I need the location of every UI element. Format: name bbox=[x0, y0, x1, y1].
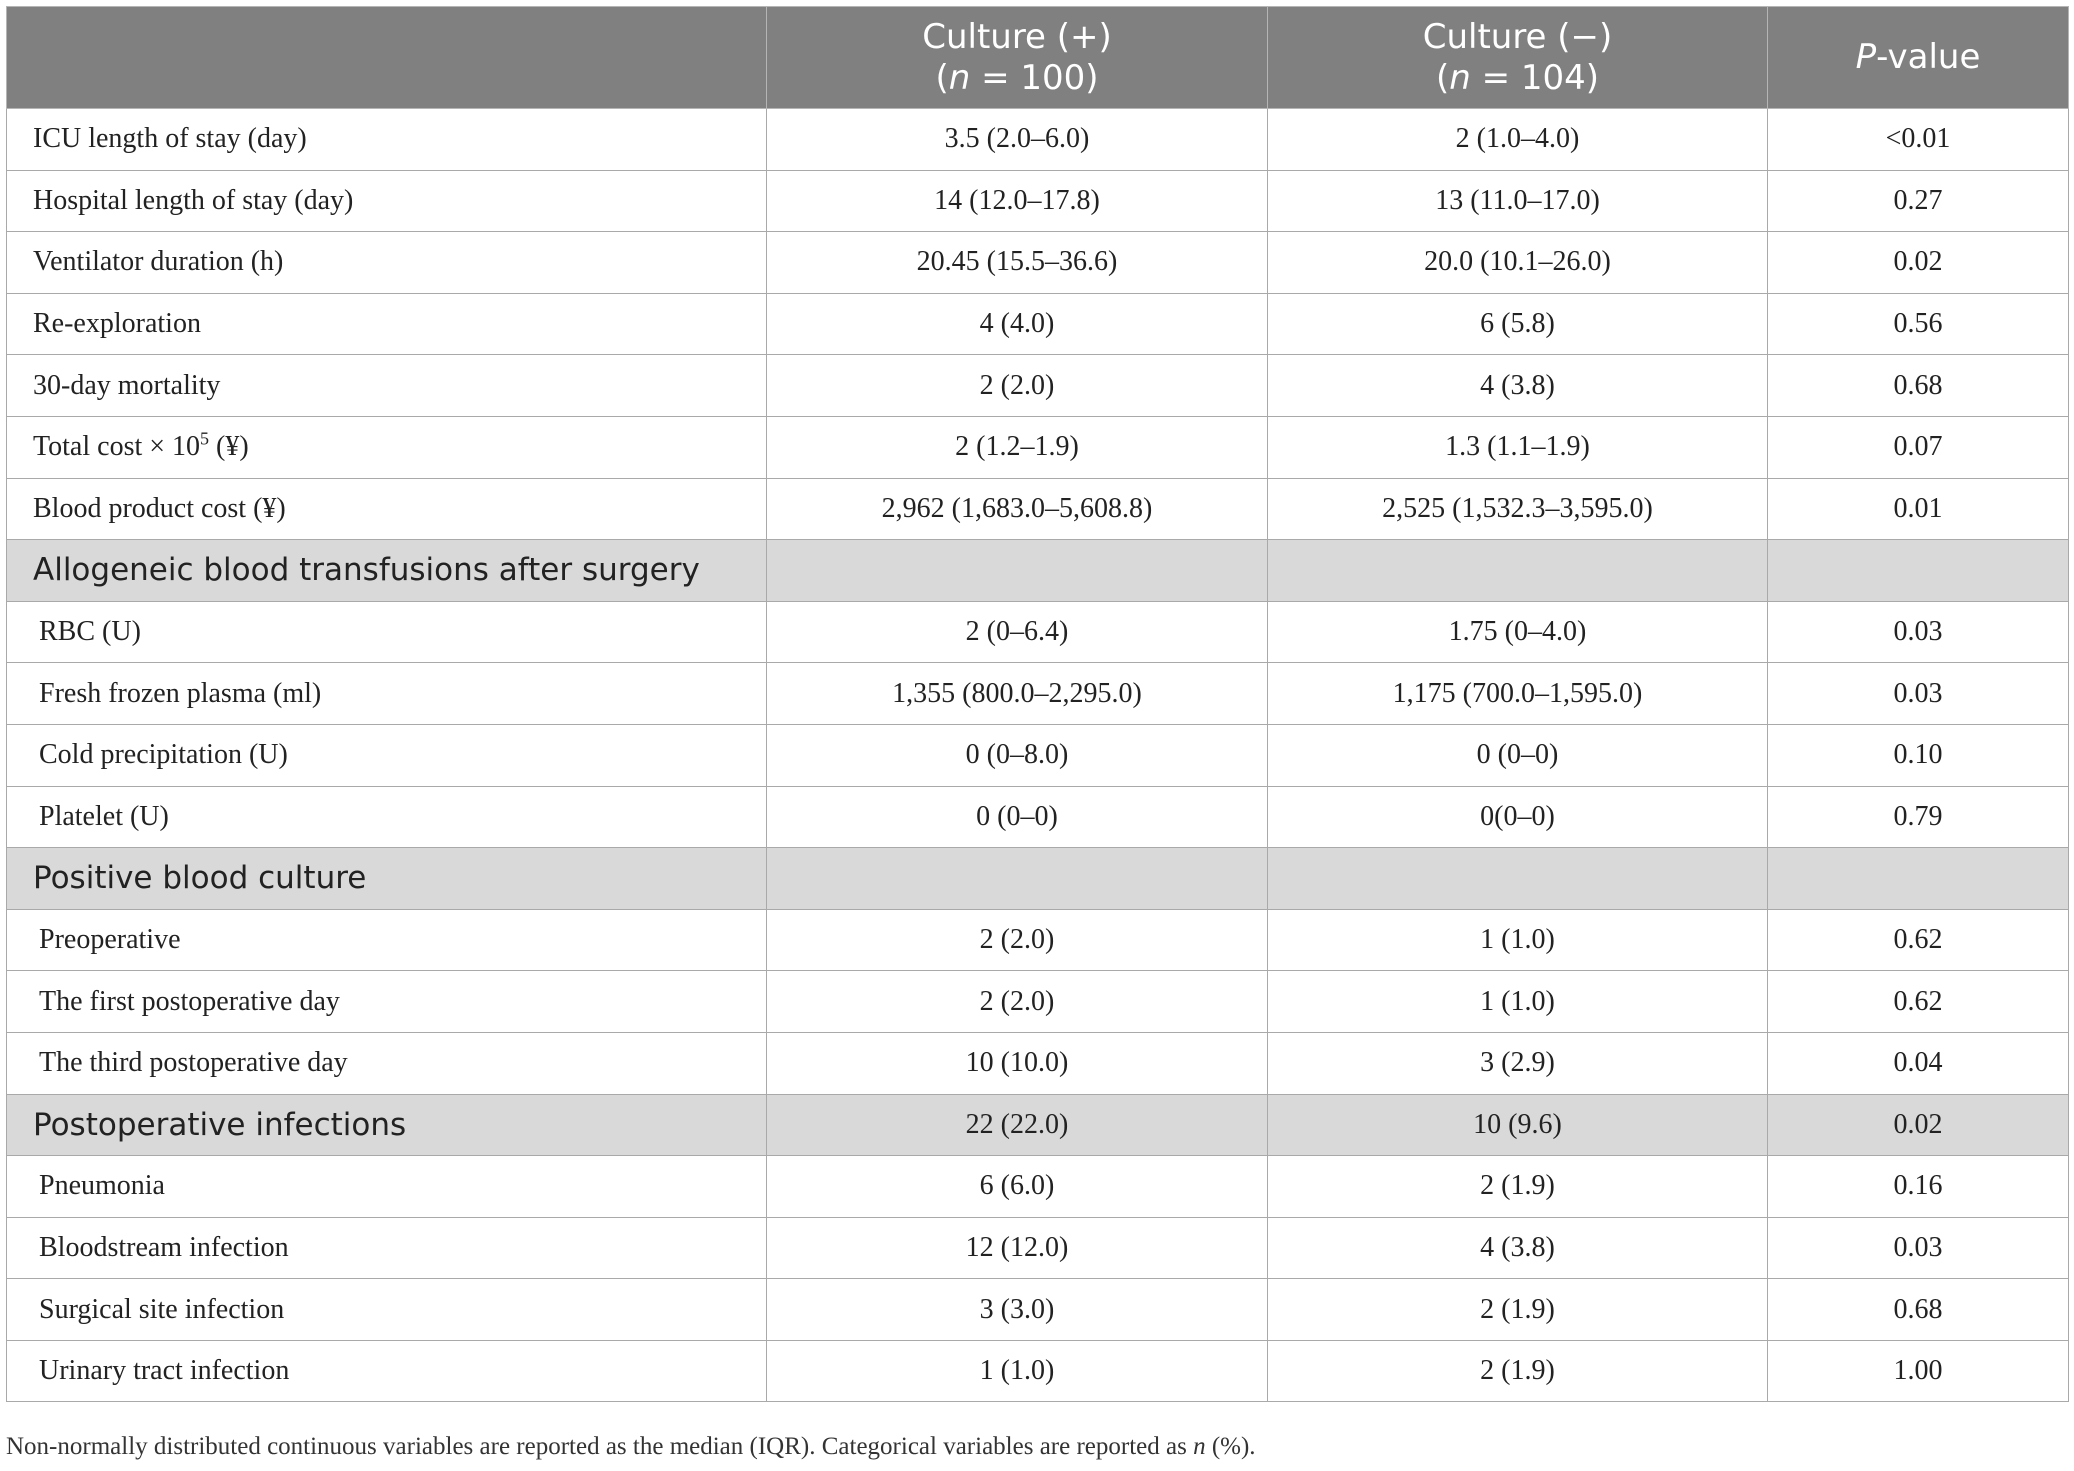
table-row bbox=[7, 971, 2069, 1033]
table-header-row bbox=[7, 7, 2069, 109]
cell-p-value: 0.01 bbox=[1768, 478, 2069, 540]
cell-culture-negative: 1.3 (1.1–1.9) bbox=[1268, 416, 1768, 478]
cell-culture-negative: 20.0 (10.1–26.0) bbox=[1268, 232, 1768, 294]
row-label bbox=[7, 416, 767, 478]
row-label: Re-exploration bbox=[7, 293, 767, 355]
cell-p-value: 0.56 bbox=[1768, 293, 2069, 355]
table-row bbox=[7, 478, 2069, 540]
cell-culture-positive: 2 (2.0) bbox=[767, 971, 1268, 1033]
cell-culture-negative: 1 (1.0) bbox=[1268, 909, 1768, 971]
header-p-italic: P bbox=[1855, 37, 1877, 77]
cell-culture-positive: 6 (6.0) bbox=[767, 1156, 1268, 1218]
cell-culture-positive: 0 (0–8.0) bbox=[767, 724, 1268, 786]
row-label: ICU length of stay (day) bbox=[7, 109, 767, 171]
cell-culture-negative: 4 (3.8) bbox=[1268, 355, 1768, 417]
table-row bbox=[7, 909, 2069, 971]
cell-culture-positive: 2 (0–6.4) bbox=[767, 601, 1268, 663]
table-footnote bbox=[6, 1433, 2068, 1461]
cell-p-value: <0.01 bbox=[1768, 109, 2069, 171]
table-row bbox=[7, 232, 2069, 294]
cell-culture-positive: 3.5 (2.0–6.0) bbox=[767, 109, 1268, 171]
cell-culture-negative: 13 (11.0–17.0) bbox=[1268, 170, 1768, 232]
header-variable bbox=[7, 7, 767, 109]
row-label: 30-day mortality bbox=[7, 355, 767, 417]
cell-p-value: 0.62 bbox=[1768, 971, 2069, 1033]
table-row bbox=[7, 1340, 2069, 1402]
cell-culture-positive: 2,962 (1,683.0–5,608.8) bbox=[767, 478, 1268, 540]
table-row bbox=[7, 170, 2069, 232]
table-row bbox=[7, 293, 2069, 355]
cell-p-value: 0.68 bbox=[1768, 1279, 2069, 1341]
table-row bbox=[7, 786, 2069, 848]
cell-culture-positive: 1 (1.0) bbox=[767, 1340, 1268, 1402]
cell-p-value: 0.02 bbox=[1768, 232, 2069, 294]
cell-culture-positive: 1,355 (800.0–2,295.0) bbox=[767, 663, 1268, 725]
footnote-italic: n bbox=[1193, 1433, 1206, 1460]
table-row bbox=[7, 109, 2069, 171]
cell-p-value: 0.03 bbox=[1768, 663, 2069, 725]
table-row bbox=[7, 1032, 2069, 1094]
cell-culture-positive: 20.45 (15.5–36.6) bbox=[767, 232, 1268, 294]
cell-culture-negative: 1.75 (0–4.0) bbox=[1268, 601, 1768, 663]
header-n-value: = 100) bbox=[970, 57, 1099, 98]
cell-p-value: 0.68 bbox=[1768, 355, 2069, 417]
cell-culture-positive: 4 (4.0) bbox=[767, 293, 1268, 355]
section-header-infections bbox=[7, 1094, 2069, 1156]
cell-p-value: 0.16 bbox=[1768, 1156, 2069, 1218]
footnote-text: Non-normally distributed continuous variables are reported as the median (IQR). Categorical variables are reported as bbox=[6, 1433, 1194, 1460]
cell-culture-negative: 10 (9.6) bbox=[1268, 1094, 1768, 1156]
section-header-transfusion bbox=[7, 540, 2069, 602]
header-p-value bbox=[1768, 7, 2069, 109]
cell-culture-positive: 2 (2.0) bbox=[767, 355, 1268, 417]
row-label: Ventilator duration (h) bbox=[7, 232, 767, 294]
header-p-rest: -value bbox=[1876, 37, 1981, 77]
header-culture-negative: Culture (−) (n = 104) bbox=[1268, 7, 1768, 109]
cell-culture-positive: 0 (0–0) bbox=[767, 786, 1268, 848]
cell-culture-negative: 1 (1.0) bbox=[1268, 971, 1768, 1033]
cell-culture-negative: 1,175 (700.0–1,595.0) bbox=[1268, 663, 1768, 725]
row-label: Platelet (U) bbox=[7, 786, 767, 848]
header-culture-positive-label: Culture (+) bbox=[922, 16, 1112, 57]
row-label: Cold precipitation (U) bbox=[7, 724, 767, 786]
table-row bbox=[7, 601, 2069, 663]
cell-culture-positive: 22 (22.0) bbox=[767, 1094, 1268, 1156]
row-label: Fresh frozen plasma (ml) bbox=[7, 663, 767, 725]
header-n-var: n bbox=[1449, 57, 1471, 98]
cell-culture-negative: 2 (1.9) bbox=[1268, 1156, 1768, 1218]
row-label-pre: Total cost × 10 bbox=[33, 431, 201, 463]
row-label: The third postoperative day bbox=[7, 1032, 767, 1094]
row-label: RBC (U) bbox=[7, 601, 767, 663]
cell-p-value: 1.00 bbox=[1768, 1340, 2069, 1402]
cell-p-value: 0.03 bbox=[1768, 601, 2069, 663]
table-row bbox=[7, 355, 2069, 417]
cell-p-value: 0.10 bbox=[1768, 724, 2069, 786]
cell-culture-positive: 12 (12.0) bbox=[767, 1217, 1268, 1279]
header-culture-positive: Culture (+) (n = 100) bbox=[767, 7, 1268, 109]
row-label: Blood product cost (¥) bbox=[7, 478, 767, 540]
row-label: Pneumonia bbox=[7, 1156, 767, 1218]
cell-culture-negative: 2 (1.9) bbox=[1268, 1340, 1768, 1402]
cell-culture-positive: 2 (2.0) bbox=[767, 909, 1268, 971]
row-label: The first postoperative day bbox=[7, 971, 767, 1033]
cell-p-value: 0.07 bbox=[1768, 416, 2069, 478]
row-label-sup: 5 bbox=[200, 428, 210, 449]
header-n-var: n bbox=[948, 57, 971, 98]
cell-culture-negative: 3 (2.9) bbox=[1268, 1032, 1768, 1094]
section-title: Positive blood culture bbox=[7, 848, 767, 910]
cell-culture-positive: 2 (1.2–1.9) bbox=[767, 416, 1268, 478]
header-n-value: = 104) bbox=[1470, 57, 1600, 98]
footnote-end: (%). bbox=[1205, 1433, 1256, 1460]
row-label-post: (¥) bbox=[209, 431, 249, 463]
cell-culture-negative: 0 (0–0) bbox=[1268, 724, 1768, 786]
outcomes-table bbox=[6, 6, 2069, 1402]
cell-p-value: 0.04 bbox=[1768, 1032, 2069, 1094]
cell-p-value: 0.02 bbox=[1768, 1094, 2069, 1156]
cell-culture-positive: 3 (3.0) bbox=[767, 1279, 1268, 1341]
row-label: Hospital length of stay (day) bbox=[7, 170, 767, 232]
row-label: Preoperative bbox=[7, 909, 767, 971]
table-row bbox=[7, 724, 2069, 786]
table-row bbox=[7, 1217, 2069, 1279]
section-title: Postoperative infections bbox=[7, 1094, 767, 1156]
cell-culture-negative: 2,525 (1,532.3–3,595.0) bbox=[1268, 478, 1768, 540]
cell-culture-negative: 0(0–0) bbox=[1268, 786, 1768, 848]
cell-p-value: 0.62 bbox=[1768, 909, 2069, 971]
cell-culture-negative: 6 (5.8) bbox=[1268, 293, 1768, 355]
cell-culture-positive: 14 (12.0–17.8) bbox=[767, 170, 1268, 232]
table-row bbox=[7, 663, 2069, 725]
header-culture-negative-label: Culture (−) bbox=[1422, 16, 1613, 57]
row-label: Surgical site infection bbox=[7, 1279, 767, 1341]
row-label: Bloodstream infection bbox=[7, 1217, 767, 1279]
table-row bbox=[7, 1279, 2069, 1341]
cell-p-value: 0.79 bbox=[1768, 786, 2069, 848]
row-label: Urinary tract infection bbox=[7, 1340, 767, 1402]
cell-p-value: 0.27 bbox=[1768, 170, 2069, 232]
section-title: Allogeneic blood transfusions after surgery bbox=[7, 540, 767, 602]
section-header-blood-culture bbox=[7, 848, 2069, 910]
results-table-container bbox=[6, 6, 2068, 1402]
cell-culture-negative: 2 (1.0–4.0) bbox=[1268, 109, 1768, 171]
table-row bbox=[7, 1156, 2069, 1218]
cell-p-value: 0.03 bbox=[1768, 1217, 2069, 1279]
cell-culture-negative: 2 (1.9) bbox=[1268, 1279, 1768, 1341]
cell-culture-positive: 10 (10.0) bbox=[767, 1032, 1268, 1094]
cell-culture-negative: 4 (3.8) bbox=[1268, 1217, 1768, 1279]
table-row bbox=[7, 416, 2069, 478]
